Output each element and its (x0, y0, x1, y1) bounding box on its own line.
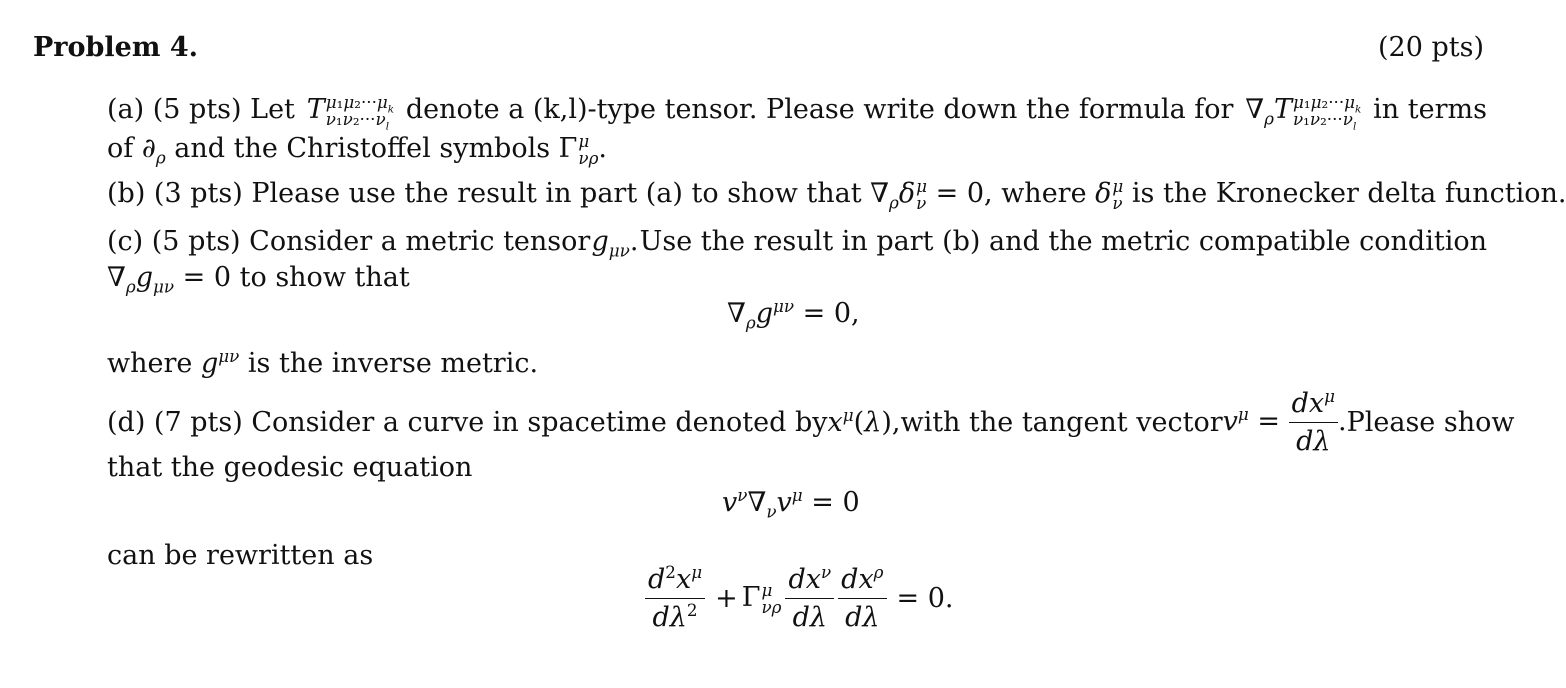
part-c-line-2 (107, 262, 410, 297)
part-c-lead: (c) (5 pts) Consider a metric tensor (107, 226, 591, 257)
kronecker-delta: δ μ ν (1095, 176, 1124, 213)
part-d-text-2: Please show (1346, 407, 1515, 439)
metric-tensor: $g_{\mu\nu}$. (591, 226, 639, 261)
part-d-lead: (d) (7 pts) Consider a curve in spacetime denoted by (107, 407, 828, 439)
part-d-line-1 (107, 386, 1515, 458)
part-c-line-3 (107, 348, 538, 379)
inverse-metric: $g^{\mu\nu}$ (200, 346, 240, 379)
partial-rho: $\partial_\rho$ (141, 133, 166, 168)
part-b-text-1: where (1001, 178, 1087, 210)
tangent-vector-eq: $v^\mu$ = $\frac{dx^\mu}{d\lambda}$ . (1222, 386, 1347, 458)
part-a-line-2 (107, 133, 607, 166)
problem-title: Problem 4. (33, 32, 199, 63)
kronecker-derivative-eq: $\nabla_\rho\delta$ μ ν = 0, (870, 176, 993, 213)
geodesic-expanded-eq: $\frac{d^2x^\mu}{d\lambda^2}$ + Γ μ νρ $\frac{dx^\nu}{d\lambda}$ $\frac{dx^\rho}{d\lambda}$ = 0. (645, 564, 953, 633)
part-a-text-3: of (107, 133, 134, 165)
covariant-derivative-tensor: $\nabla_\rho T$ $\mu_1\mu_2\cdot\cdot\cdot\mu_k$ $\nu_1\nu_2\cdot\cdot\cdot\nu_l$ (1245, 92, 1362, 133)
christoffel-symbol: Γ μ νρ . (558, 131, 608, 168)
part-a-text-1: denote a (k,l)-type tensor. Please write down the formula for (405, 94, 1234, 126)
part-b-line (107, 178, 1566, 211)
part-c-text-3: where (107, 348, 193, 379)
part-c-text-2: to show that (239, 262, 410, 293)
part-a-line-1 (107, 92, 1487, 133)
part-c-text-4: is the inverse metric. (247, 348, 539, 379)
problem-points: (20 pts) (1378, 32, 1484, 63)
part-c-line-1 (107, 226, 1487, 261)
curve-x-lambda: $x^\mu(\lambda)$, (827, 405, 901, 439)
part-a-text-4: and the Christoffel symbols (174, 133, 551, 165)
tensor-t-symbol: T $\mu_1\mu_2\cdot\cdot\cdot\mu_k$ $\nu_1\nu_2\cdot\cdot\cdot\nu_l$ (306, 92, 395, 133)
part-a-lead: (a) (5 pts) Let (107, 94, 295, 126)
part-b-lead: (b) (3 pts) Please use the result in part (a) to show that (107, 178, 862, 210)
part-a-text-2: in terms (1373, 94, 1487, 126)
part-d-text-1: with the tangent vector (900, 407, 1223, 439)
part-b-text-2: is the Kronecker delta function. (1131, 178, 1566, 210)
inverse-metric-derivative-eq: $\nabla_\rho g^{\mu\nu} = 0$, (727, 296, 860, 333)
part-d-text-4: can be rewritten as (107, 540, 374, 571)
metric-compatible-eq: $\nabla_\rho g_{\mu\nu} = 0$ (107, 262, 232, 297)
part-d-text-3: that the geodesic equation (107, 452, 473, 483)
geodesic-eq: $v^\nu\nabla_\nu v^\mu = 0$ (722, 485, 860, 522)
part-c-text-1: Use the result in part (b) and the metric compatible condition (639, 226, 1487, 257)
